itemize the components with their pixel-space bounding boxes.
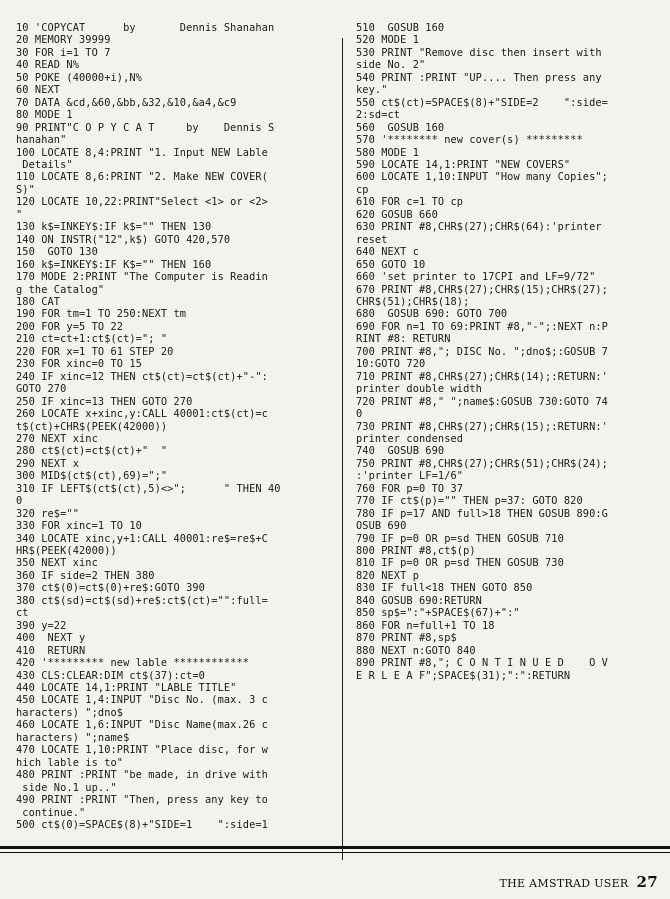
page-number: 27 xyxy=(636,873,658,891)
footer-rule-thin xyxy=(0,852,670,853)
magazine-title: THE AMSTRAD USER xyxy=(499,877,629,890)
program-listing xyxy=(8,22,662,837)
listing-left-column xyxy=(16,22,338,831)
footer-rule-thick xyxy=(0,846,670,849)
code-right: 510 GOSUB 160 520 MODE 1 530 PRINT "Remove disc then insert with side No. 2" 540 PRINT :PRINT "UP.... Then press any key." 550 ct$(ct)=SPACE$(8)+"SIDE=2 ":side= 2:sd=ct 560 GOSUB 160 570 '******** new cover(s) ********* 580 MODE 1 590 LOCATE 14,1:PRINT "NEW COVERS" 600 LOCATE 1,10:INPUT "How many Copies"; cp 610 FOR c=1 TO cp 620 GOSUB 660 630 PRINT #8,CHR$(27);CHR$(64):'printer reset 640 NEXT c 650 GOTO 10 660 'set printer to 17CPI and LF=9/72" 670 PRINT #8,CHR$(27);CHR$(15);CHR$(27); CHR$(51);CHR$(18); 680 GOSUB 690: GOTO 700 690 FOR n=1 TO 69:PRINT #8,"-";:NEXT n:P RINT #8: RETURN 700 PRINT #8,"; DISC No. ";dno$;:GOSUB 7 10:GOTO 720 710 PRINT #8,CHR$(27);CHR$(14);:RETURN:' printer double width 720 PRINT #8," ";name$:GOSUB 730:GOTO 74 0 730 PRINT #8,CHR$(27);CHR$(15);:RETURN:' printer condensed 740 GOSUB 690 750 PRINT #8,CHR$(27);CHR$(51);CHR$(24); :'printer LF=1/6" 760 FOR p=0 TO 37 770 IF ct$(p)="" THEN p=37: GOTO 820 780 IF p=17 AND full>18 THEN GOSUB 890:G OSUB 690 790 IF p=0 OR p=sd THEN GOSUB 710 800 PRINT #8,ct$(p) 810 IF p=0 OR p=sd THEN GOSUB 730 820 NEXT p 830 IF full<18 THEN GOTO 850 840 GOSUB 690:RETURN 850 sp$=":"+SPACE$(67)+":" 860 FOR n=full+1 TO 18 870 PRINT #8,sp$ 880 NEXT n:GOTO 840 890 PRINT #8,"; C O N T I N U E D O V E R L E A F";SPACE$(31);":":RETURN xyxy=(356,22,608,682)
page-footer xyxy=(500,873,658,891)
listing-right-column xyxy=(356,22,656,682)
column-divider xyxy=(342,38,343,860)
code-left: 10 'COPYCAT by Dennis Shanahan 20 MEMORY 39999 30 FOR i=1 TO 7 40 READ N% 50 POKE (40000+i),N% 60 NEXT 70 DATA &cd,&60,&bb,&32,&10,&a4,&c9 80 MODE 1 90 PRINT"C O P Y C A T by Dennis S hanahan" 100 LOCATE 8,4:PRINT "1. Input NEW Lable Details" 110 LOCATE 8,6:PRINT "2. Make NEW COVER( S)" 120 LOCATE 10,22:PRINT"Select <1> or <2> " 130 k$=INKEY$:IF k$="" THEN 130 140 ON INSTR("12",k$) GOTO 420,570 150 GOTO 130 160 k$=INKEY$:IF K$="" THEN 160 170 MODE 2:PRINT "The Computer is Readin g the Catalog" 180 CAT 190 FOR tm=1 TO 250:NEXT tm 200 FOR y=5 TO 22 210 ct=ct+1:ct$(ct)="; " 220 FOR x=1 TO 61 STEP 20 230 FOR xinc=0 TO 15 240 IF xinc=12 THEN ct$(ct)=ct$(ct)+"-": GOTO 270 250 IF xinc=13 THEN GOTO 270 260 LOCATE x+xinc,y:CALL 40001:ct$(ct)=c t$(ct)+CHR$(PEEK(42000)) 270 NEXT xinc 280 ct$(ct)=ct$(ct)+" " 290 NEXT x 300 MID$(ct$(ct),69)=";" 310 IF LEFT$(ct$(ct),5)<>"; " THEN 40 0 320 re$="" 330 FOR xinc=1 TO 10 340 LOCATE xinc,y+1:CALL 40001:re$=re$+C HR$(PEEK(42000)) 350 NEXT xinc 360 IF side=2 THEN 380 370 ct$(0)=ct$(0)+re$:GOTO 390 380 ct$(sd)=ct$(sd)+re$:ct$(ct)="":full= ct 390 y=22 400 NEXT y 410 RETURN 420 '********* new lable ************ 430 CLS:CLEAR:DIM ct$(37):ct=0 440 LOCATE 14,1:PRINT "LABLE TITLE" 450 LOCATE 1,4:INPUT "Disc No. (max. 3 c haracters) ";dno$ 460 LOCATE 1,6:INPUT "Disc Name(max.26 c haracters) ";name$ 470 LOCATE 1,10:PRINT "Place disc, for w hich lable is to" 480 PRINT :PRINT "be made, in drive with side No.1 up.." 490 PRINT :PRINT "Then, press any key to continue." 500 ct$(0)=SPACE$(8)+"SIDE=1 ":side=1 xyxy=(16,22,281,831)
